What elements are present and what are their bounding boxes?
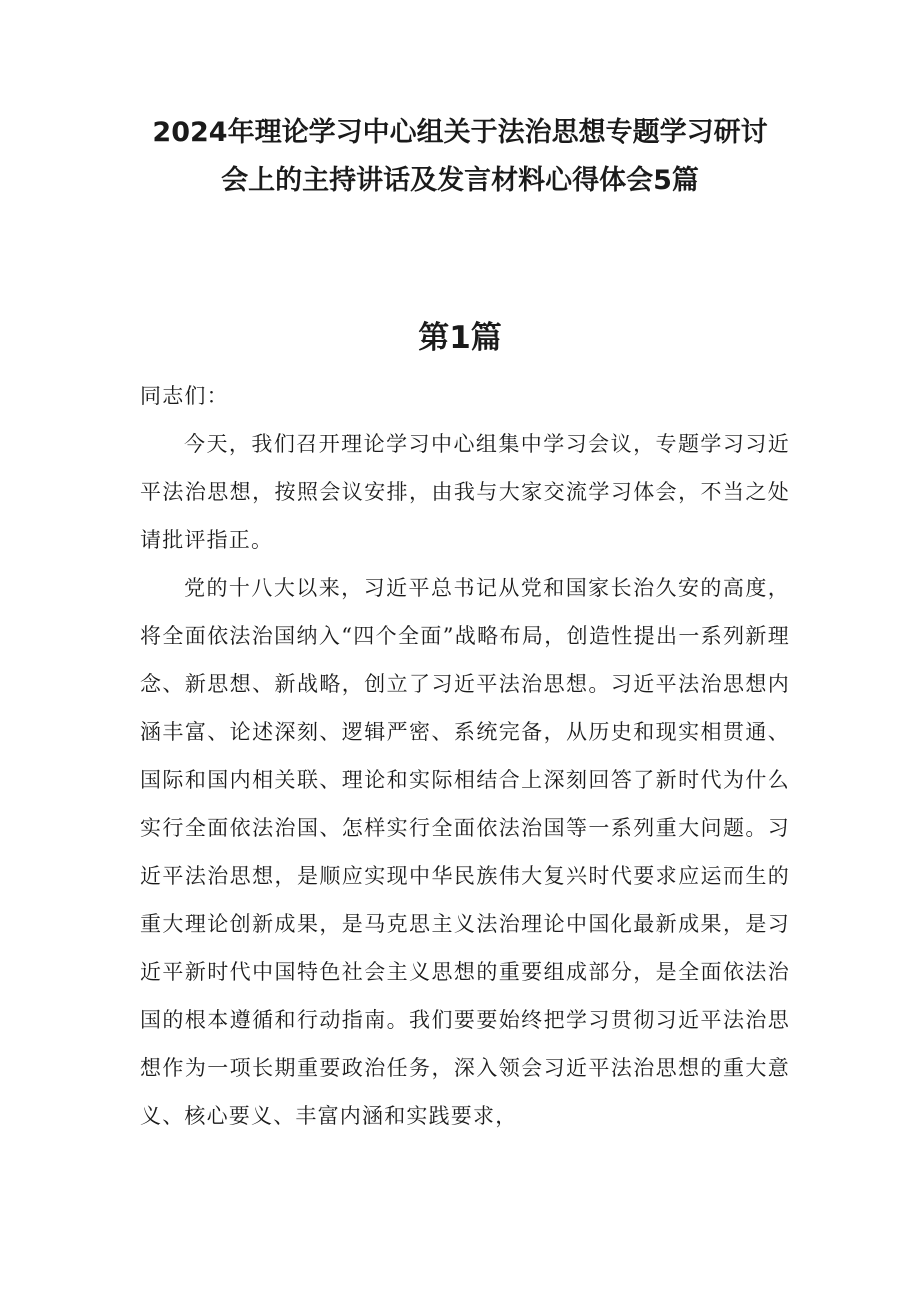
salutation: 同志们： bbox=[140, 384, 229, 408]
document-title-line-1: 2024年理论学习中心组关于法治思想专题学习研讨 bbox=[152, 117, 768, 148]
body-paragraph-1: 今天，我们召开理论学习中心组集中学习会议，专题学习习近平法治思想，按照会议安排，由我与大家交流学习体会，不当之处请批评指正。 bbox=[140, 432, 790, 552]
section-heading: 第1篇 bbox=[418, 320, 502, 356]
document-title-line-2: 会上的主持讲话及发言材料心得体会5篇 bbox=[221, 165, 699, 196]
body-paragraph-2: 党的十八大以来，习近平总书记从党和国家长治久安的高度，将全面依法治国纳入“四个全面”战略布局，创造性提出一系列新理念、新思想、新战略，创立了习近平法治思想。习近平法治思想内涵丰富、论述深刻、逻辑严密、系统完备，从历史和现实相贯通、国际和国内相关联、理论和实际相结合上深刻回答了新时代为什么实行全面依法治国、怎样实行全面依法治国等一系列重大问题。习近平法治思想，是顺应实现中华民族伟大复兴时代要求应运而生的重大理论创新成果，是马克思主义法治理论中国化最新成果，是习近平新时代中国特色社会主义思想的重要组成部分，是全面依法治国的根本遵循和行动指南。我们要要始终把学习贯彻习近平法治思想作为一项长期重要政治任务，深入领会习近平法治思想的重大意义、核心要义、丰富内涵和实践要求， bbox=[140, 576, 790, 1128]
